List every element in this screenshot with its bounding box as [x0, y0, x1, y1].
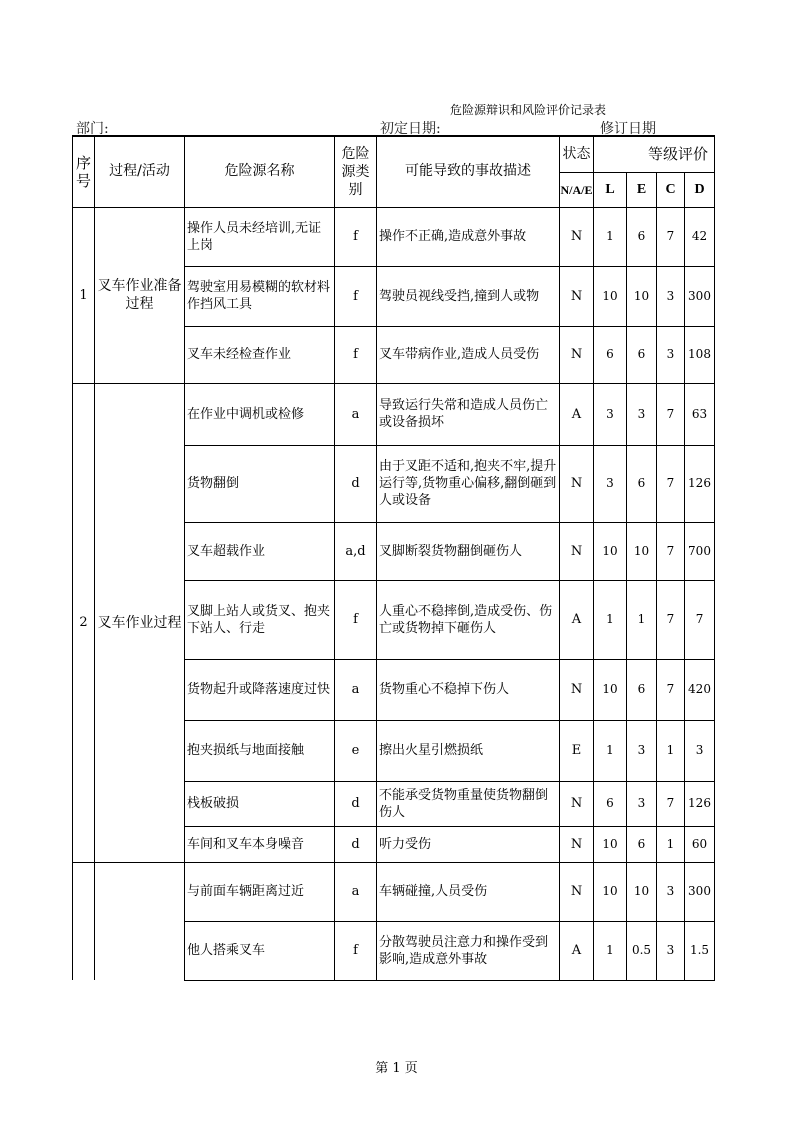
header-rating: 等级评价 [594, 136, 715, 172]
hazard-cell: 抱夹损纸与地面接触 [185, 720, 335, 781]
E-cell: 10 [627, 862, 657, 921]
status-cell: A [560, 383, 594, 445]
status-cell: N [560, 266, 594, 326]
D-cell: 700 [685, 522, 715, 580]
D-cell: 300 [685, 266, 715, 326]
E-cell: 6 [627, 207, 657, 266]
initial-date-label: 初定日期: [380, 121, 441, 137]
category-cell: e [335, 720, 377, 781]
C-cell: 3 [657, 862, 685, 921]
status-cell: N [560, 862, 594, 921]
status-cell: N [560, 781, 594, 826]
status-cell: N [560, 207, 594, 266]
seq-cell: 2 [73, 383, 95, 862]
hazard-cell: 货物翻倒 [185, 445, 335, 522]
accident-cell: 驾驶员视线受挡,撞到人或物 [377, 266, 560, 326]
accident-cell: 不能承受货物重量使货物翻倒伤人 [377, 781, 560, 826]
process-cell: 叉车作业准备过程 [95, 207, 185, 383]
category-cell: a [335, 659, 377, 720]
L-cell: 6 [594, 781, 627, 826]
category-cell: d [335, 826, 377, 862]
C-cell: 7 [657, 383, 685, 445]
hazard-cell: 栈板破损 [185, 781, 335, 826]
L-cell: 1 [594, 580, 627, 659]
accident-cell: 操作不正确,造成意外事故 [377, 207, 560, 266]
category-cell: a [335, 383, 377, 445]
L-cell: 10 [594, 862, 627, 921]
L-cell: 10 [594, 826, 627, 862]
accident-cell: 叉车带病作业,造成人员受伤 [377, 326, 560, 383]
accident-cell: 由于叉距不适和,抱夹不牢,提升运行等,货物重心偏移,翻倒砸到人或设备 [377, 445, 560, 522]
D-cell: 126 [685, 781, 715, 826]
seq-cell: 1 [73, 207, 95, 383]
accident-cell: 叉脚断裂货物翻倒砸伤人 [377, 522, 560, 580]
hazard-cell: 与前面车辆距离过近 [185, 862, 335, 921]
C-cell: 7 [657, 580, 685, 659]
accident-cell: 货物重心不稳掉下伤人 [377, 659, 560, 720]
accident-cell: 分散驾驶员注意力和操作受到影响,造成意外事故 [377, 921, 560, 980]
hazard-cell: 叉车未经检查作业 [185, 326, 335, 383]
hazard-cell: 他人搭乘叉车 [185, 921, 335, 980]
D-cell: 63 [685, 383, 715, 445]
document-title: 危险源辩识和风险评价记录表 [450, 103, 607, 117]
hazard-cell: 叉脚上站人或货叉、抱夹下站人、行走 [185, 580, 335, 659]
hazard-cell: 叉车超载作业 [185, 522, 335, 580]
table-row [73, 383, 715, 445]
seq-cell [73, 862, 95, 980]
D-cell: 7 [685, 580, 715, 659]
E-cell: 3 [627, 383, 657, 445]
hazard-cell: 车间和叉车本身噪音 [185, 826, 335, 862]
header-E: E [627, 172, 657, 207]
header-accident: 可能导致的事故描述 [377, 136, 560, 207]
C-cell: 3 [657, 326, 685, 383]
header-process: 过程/活动 [95, 136, 185, 207]
E-cell: 6 [627, 659, 657, 720]
table-row [73, 862, 715, 921]
E-cell: 10 [627, 266, 657, 326]
table-row [73, 207, 715, 266]
category-cell: d [335, 445, 377, 522]
D-cell: 108 [685, 326, 715, 383]
E-cell: 10 [627, 522, 657, 580]
accident-cell: 听力受伤 [377, 826, 560, 862]
status-cell: N [560, 326, 594, 383]
risk-table [72, 135, 715, 981]
E-cell: 3 [627, 720, 657, 781]
revision-date-label: 修订日期 [600, 121, 656, 137]
category-cell: f [335, 921, 377, 980]
header-D: D [685, 172, 715, 207]
E-cell: 0.5 [627, 921, 657, 980]
department-label: 部门: [76, 121, 109, 137]
L-cell: 10 [594, 522, 627, 580]
status-cell: E [560, 720, 594, 781]
C-cell: 1 [657, 720, 685, 781]
category-cell: f [335, 266, 377, 326]
header-L: L [594, 172, 627, 207]
header-category: 危险源类别 [335, 136, 377, 207]
C-cell: 7 [657, 207, 685, 266]
D-cell: 1.5 [685, 921, 715, 980]
C-cell: 7 [657, 522, 685, 580]
accident-cell: 擦出火星引燃损纸 [377, 720, 560, 781]
L-cell: 3 [594, 383, 627, 445]
C-cell: 7 [657, 659, 685, 720]
status-cell: N [560, 445, 594, 522]
status-cell: N [560, 659, 594, 720]
accident-cell: 车辆碰撞,人员受伤 [377, 862, 560, 921]
status-cell: N [560, 826, 594, 862]
page-number: 第 1 页 [375, 1061, 418, 1076]
D-cell: 300 [685, 862, 715, 921]
header-status: 状态 [560, 136, 594, 172]
L-cell: 10 [594, 266, 627, 326]
status-cell: A [560, 921, 594, 980]
category-cell: d [335, 781, 377, 826]
process-cell: 叉车作业过程 [95, 383, 185, 862]
L-cell: 3 [594, 445, 627, 522]
L-cell: 1 [594, 207, 627, 266]
L-cell: 6 [594, 326, 627, 383]
category-cell: a,d [335, 522, 377, 580]
header-seq: 序号 [73, 136, 95, 207]
accident-cell: 导致运行失常和造成人员伤亡或设备损坏 [377, 383, 560, 445]
D-cell: 3 [685, 720, 715, 781]
D-cell: 420 [685, 659, 715, 720]
hazard-cell: 在作业中调机或检修 [185, 383, 335, 445]
C-cell: 7 [657, 445, 685, 522]
E-cell: 6 [627, 826, 657, 862]
category-cell: f [335, 326, 377, 383]
C-cell: 1 [657, 826, 685, 862]
C-cell: 3 [657, 921, 685, 980]
E-cell: 6 [627, 326, 657, 383]
D-cell: 60 [685, 826, 715, 862]
E-cell: 3 [627, 781, 657, 826]
header-status-sub: N/A/E [560, 172, 594, 207]
D-cell: 126 [685, 445, 715, 522]
C-cell: 7 [657, 781, 685, 826]
status-cell: N [560, 522, 594, 580]
header-hazard: 危险源名称 [185, 136, 335, 207]
L-cell: 10 [594, 659, 627, 720]
header-C: C [657, 172, 685, 207]
D-cell: 42 [685, 207, 715, 266]
L-cell: 1 [594, 720, 627, 781]
hazard-cell: 驾驶室用易模糊的软材料作挡风工具 [185, 266, 335, 326]
C-cell: 3 [657, 266, 685, 326]
category-cell: a [335, 862, 377, 921]
L-cell: 1 [594, 921, 627, 980]
E-cell: 6 [627, 445, 657, 522]
category-cell: f [335, 207, 377, 266]
accident-cell: 人重心不稳摔倒,造成受伤、伤亡或货物掉下砸伤人 [377, 580, 560, 659]
E-cell: 1 [627, 580, 657, 659]
hazard-cell: 操作人员未经培训,无证上岗 [185, 207, 335, 266]
status-cell: A [560, 580, 594, 659]
hazard-cell: 货物起升或降落速度过快 [185, 659, 335, 720]
category-cell: f [335, 580, 377, 659]
process-cell [95, 862, 185, 980]
